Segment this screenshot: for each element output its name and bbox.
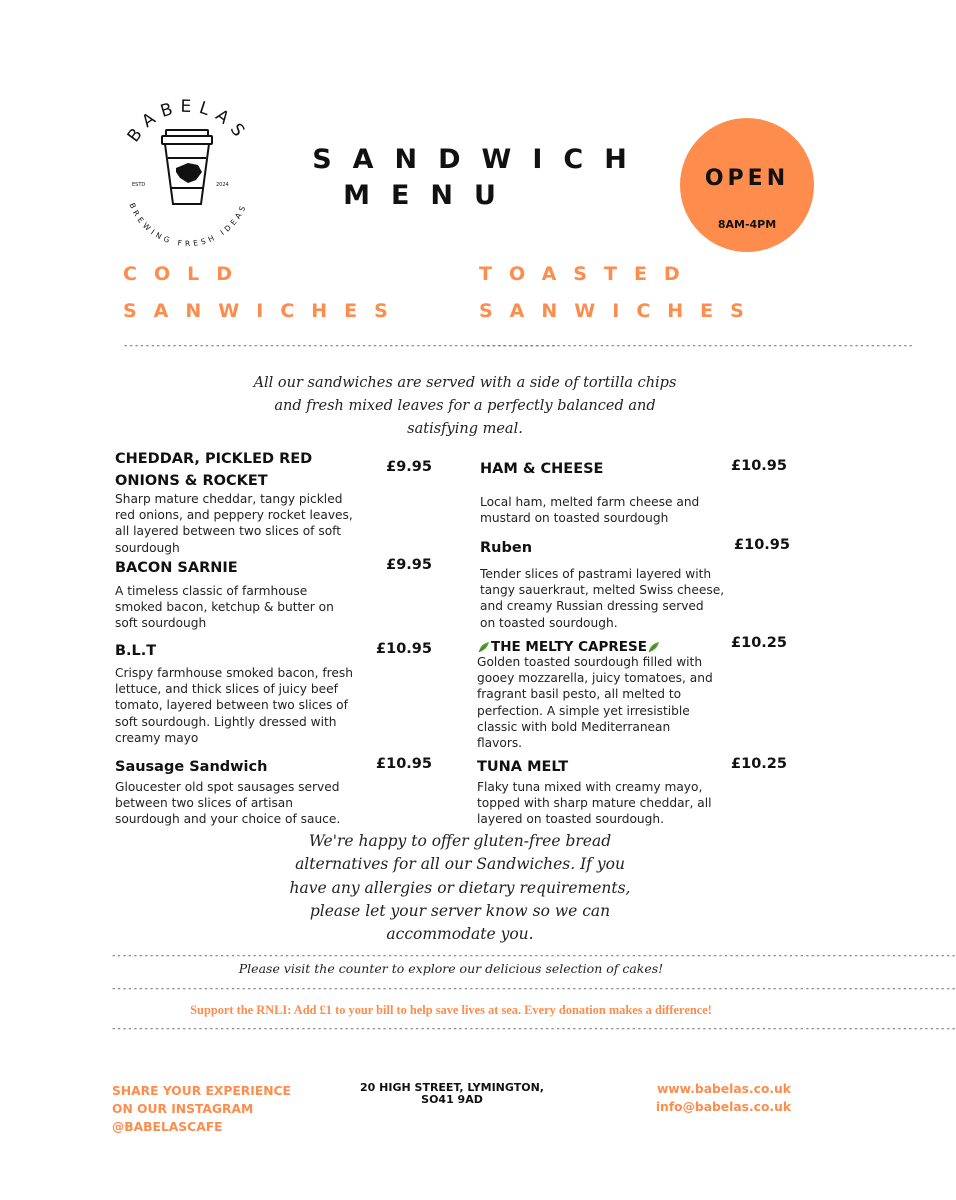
desc-line: tangy sauerkraut, melted Swiss cheese, <box>480 583 725 598</box>
cakes-note: Please visit the counter to explore our delicious selection of cakes! <box>238 961 664 976</box>
address-line-1: 20 HIGH STREET, LYMINGTON, <box>360 1081 544 1094</box>
item-ham-cheese-desc <box>480 494 770 526</box>
item-cheddar-desc <box>115 491 395 556</box>
desc-line: between two slices of artisan <box>115 796 294 811</box>
desc-line: and creamy Russian dressing served <box>480 599 704 614</box>
logo-estd: ESTD <box>132 182 146 188</box>
desc-line: Gloucester old spot sausages served <box>115 780 340 794</box>
basil-leaf-icon <box>647 640 661 654</box>
desc-line: smoked bacon, ketchup & butter on <box>115 600 334 615</box>
gluten-line-5: accommodate you. <box>386 925 534 944</box>
item-ruben-price: £10.95 <box>734 537 790 553</box>
item-caprese-desc <box>477 654 767 751</box>
desc-line: gooey mozzarella, juicy tomatoes, and <box>477 671 713 686</box>
toasted-heading-line1: TOASTED <box>479 263 697 285</box>
item-ham-cheese-price: £10.95 <box>731 458 787 474</box>
intro-line-1: All our sandwiches are served with a side of tortilla chips <box>253 375 677 391</box>
opening-hours: 8AM-4PM <box>717 218 777 231</box>
item-blt-desc <box>115 665 405 746</box>
item-tuna-melt-title: TUNA MELT <box>477 759 569 775</box>
africa-map-icon <box>176 163 202 183</box>
address-line-2: SO41 9AD <box>421 1093 483 1106</box>
desc-line: red onions, and peppery rocket leaves, <box>115 508 353 523</box>
desc-line: flavors. <box>477 736 523 751</box>
svg-text:BREWING FRESH IDEAS <box>127 202 248 248</box>
item-sausage-price: £10.95 <box>376 756 432 772</box>
desc-line: sourdough and your choice of sauce. <box>115 812 341 827</box>
share-line-2: ON OUR INSTAGRAM <box>112 1102 254 1116</box>
desc-line: lettuce, and thick slices of juicy beef <box>115 682 338 697</box>
cold-heading-line1: COLD <box>123 263 249 285</box>
desc-line: Golden toasted sourdough filled with <box>477 655 703 669</box>
desc-line: all layered between two slices of soft <box>115 524 342 539</box>
desc-line: classic with bold Mediterranean <box>477 719 671 734</box>
item-ruben-desc <box>480 566 770 631</box>
divider-1: ------------------------------------------------------------------------------------------------------------------------------------------------------------ <box>111 951 956 961</box>
gluten-line-3: have any allergies or dietary requirements, <box>289 878 631 897</box>
item-bacon-sarnie-price: £9.95 <box>386 557 432 573</box>
open-badge <box>680 118 814 252</box>
open-label: OPEN <box>704 166 790 191</box>
desc-line: creamy mayo <box>115 730 199 745</box>
desc-line: Local ham, melted farm cheese and <box>480 495 700 509</box>
gluten-line-2: alternatives for all our Sandwiches. If you <box>295 855 625 874</box>
item-caprese-name: THE MELTY CAPRESE <box>491 639 647 655</box>
divider-2: ------------------------------------------------------------------------------------------------------------------------------------------------------------ <box>111 984 956 994</box>
menu-title-line1: SANDWICH <box>312 144 648 175</box>
menu-title-line2: MENU <box>343 180 517 211</box>
desc-line: Crispy farmhouse smoked bacon, fresh <box>115 666 353 680</box>
item-caprese-price: £10.25 <box>731 635 787 651</box>
item-ham-cheese-title: HAM & CHEESE <box>480 461 604 477</box>
item-cheddar-price: £9.95 <box>386 459 432 475</box>
logo-tagline: BREWING FRESH IDEAS <box>127 201 249 249</box>
rnli-note: Support the RNLI: Add £1 to your bill to help save lives at sea. Every donation makes a difference! <box>190 1003 712 1017</box>
item-sausage-title: Sausage Sandwich <box>115 759 268 775</box>
desc-line: A timeless classic of farmhouse <box>115 584 308 598</box>
address <box>342 1082 562 1106</box>
desc-line: tomato, layered between two slices of <box>115 698 348 713</box>
desc-line: topped with sharp mature cheddar, all <box>477 796 712 811</box>
cold-divider: -------------------------------------------------------------------------------- <box>123 341 557 351</box>
share-experience <box>112 1082 312 1136</box>
gluten-line-4: please let your server know so we can <box>309 901 611 920</box>
email-link[interactable]: info@babelas.co.uk <box>655 1100 791 1114</box>
desc-line: mustard on toasted sourdough <box>480 511 669 526</box>
item-tuna-melt-desc <box>477 779 777 828</box>
item-bacon-sarnie-title: BACON SARNIE <box>115 560 238 576</box>
babelas-logo <box>108 92 268 252</box>
item-sausage-desc <box>115 779 395 828</box>
logo-year: 2024 <box>216 182 229 188</box>
toasted-divider: -------------------------------------------------------------------------------- <box>480 341 914 351</box>
item-cheddar-title <box>115 448 375 492</box>
desc-line: on toasted sourdough. <box>480 615 618 630</box>
item-ruben-title: Ruben <box>480 540 533 556</box>
item-cheddar-name-line2: ONIONS & ROCKET <box>115 473 268 489</box>
gluten-free-note <box>250 830 670 946</box>
item-blt-price: £10.95 <box>376 641 432 657</box>
divider-3: ------------------------------------------------------------------------------------------------------------------------------------------------------------ <box>111 1024 956 1034</box>
toasted-heading-line2: SANWICHES <box>479 300 761 322</box>
svg-text:BABELAS <box>124 97 253 146</box>
desc-line: layered on toasted sourdough. <box>477 812 664 827</box>
desc-line: Sharp mature cheddar, tangy pickled <box>115 492 343 506</box>
item-tuna-melt-price: £10.25 <box>731 756 787 772</box>
instagram-handle[interactable]: @BABELASCAFE <box>112 1120 223 1134</box>
desc-line: fragrant basil pesto, all melted to <box>477 687 682 702</box>
intro-text <box>230 372 700 441</box>
item-cheddar-name-line1: CHEDDAR, PICKLED RED <box>115 451 313 467</box>
desc-line: perfection. A simple yet irresistible <box>477 703 690 718</box>
website-link[interactable]: www.babelas.co.uk <box>656 1082 791 1096</box>
desc-line: sourdough <box>115 540 180 555</box>
gluten-line-1: We're happy to offer gluten-free bread <box>308 832 612 850</box>
desc-line: Tender slices of pastrami layered with <box>480 567 712 581</box>
intro-line-2: and fresh mixed leaves for a perfectly balanced and <box>274 398 656 414</box>
item-blt-title: B.L.T <box>115 643 157 659</box>
basil-leaf-icon <box>477 640 491 654</box>
item-bacon-sarnie-desc <box>115 583 395 632</box>
contact-links <box>610 1080 791 1116</box>
share-line-1: SHARE YOUR EXPERIENCE <box>112 1084 291 1098</box>
logo-brand-text: BABELAS <box>123 96 253 147</box>
desc-line: soft sourdough <box>115 616 207 631</box>
desc-line: soft sourdough. Lightly dressed with <box>115 714 337 729</box>
cold-heading-line2: SANWICHES <box>123 300 405 322</box>
desc-line: Flaky tuna mixed with creamy mayo, <box>477 780 703 794</box>
intro-line-3: satisfying meal. <box>407 421 523 437</box>
